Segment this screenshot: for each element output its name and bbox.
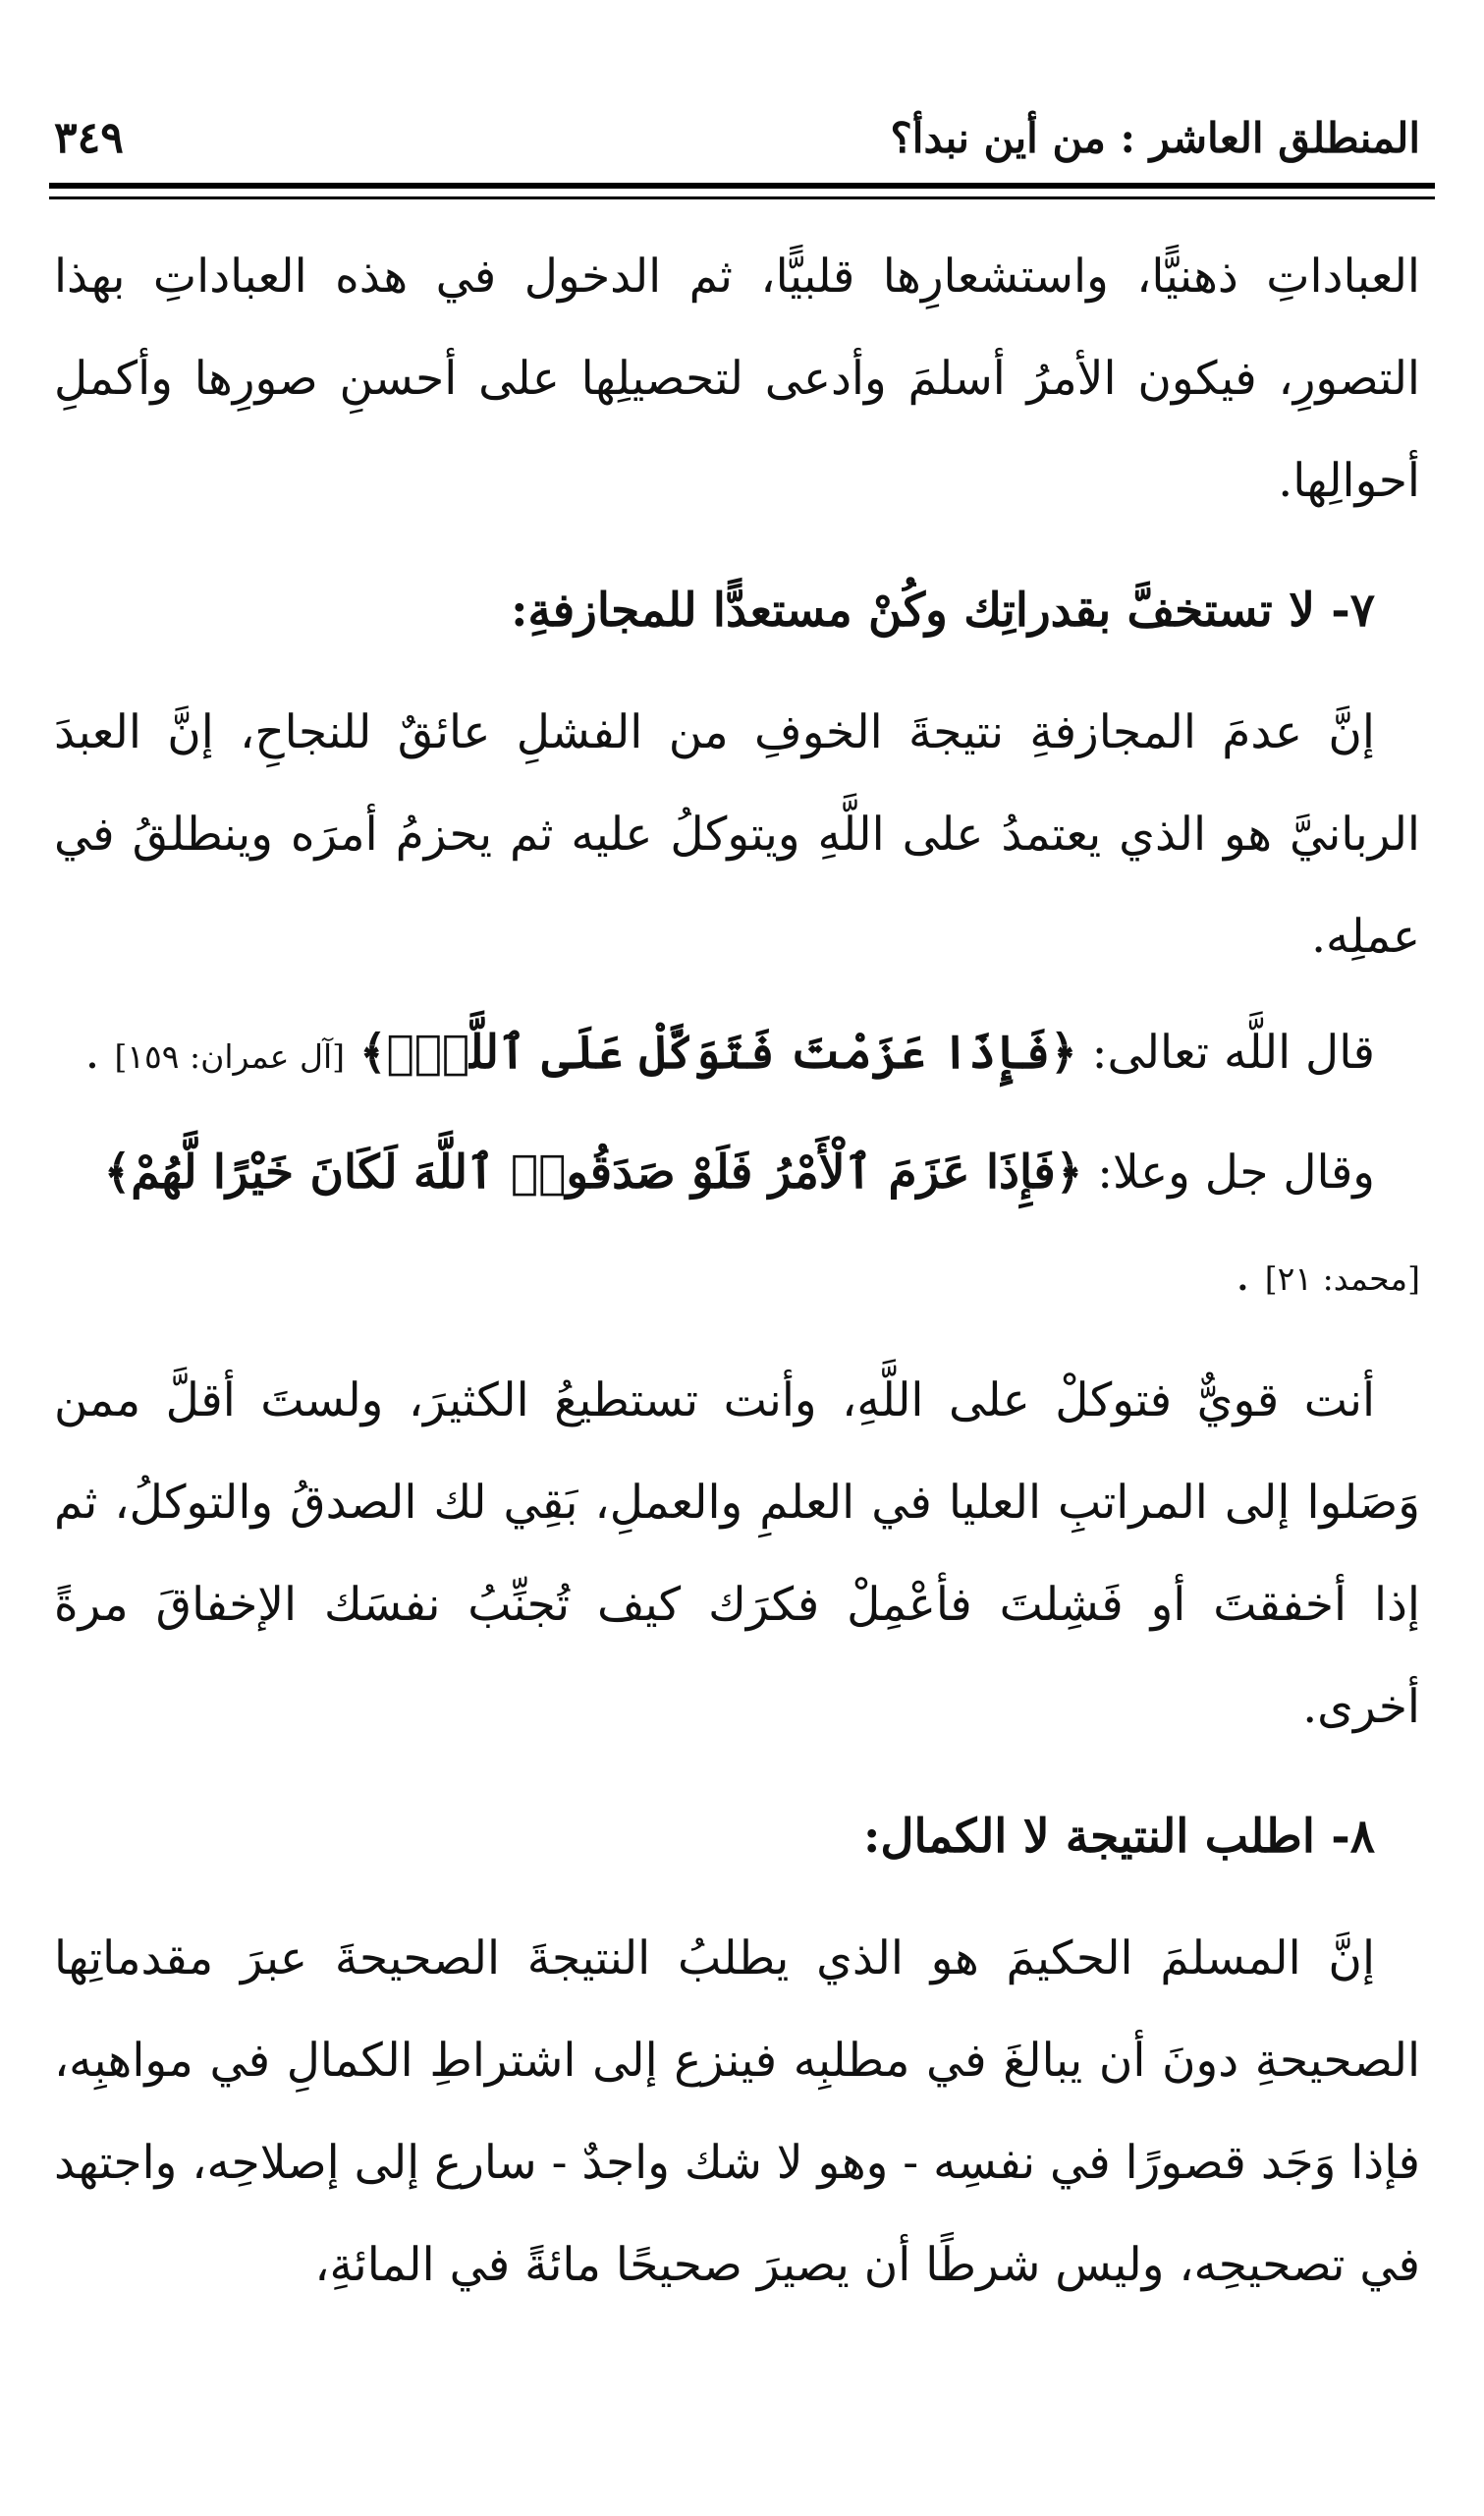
quran-ayah: ﴿فَإِذَا عَزَمَ ٱلْأَمْرُ فَلَوْ صَدَقُوا۟ ٱللَّهَ لَكَانَ خَيْرًا لَّهُمْ﴾ <box>103 1146 1083 1200</box>
quran-quote-1 <box>54 1002 1420 1108</box>
page-header <box>54 102 1420 173</box>
paragraph-2: إنَّ عدمَ المجازفةِ نتيجةَ الخوفِ من الفشلِ عائقٌ للنجاحِ، إنَّ العبدَ الربانيَّ هو الذي يعتمدُ على اللَّهِ ويتوكلُ عليه ثم يحزمُ أمرَه وينطلقُ في عملِه. <box>54 705 1420 964</box>
quote-end: . <box>1235 1248 1250 1302</box>
paragraph-4: إنَّ المسلمَ الحكيمَ هو الذي يطلبُ النتيجةَ الصحيحةَ عبرَ مقدماتِها الصحيحةِ دونَ أن يبالغَ في مطلبِه فينزع إلى اشتراطِ الكمالِ في مواهبِه، فإذا وَجَد قصورًا في نفسِه - وهو لا شك واجدٌ - سارع إلى إصلاحِه، واجتهد في تصحيحِه، وليس شرطًا أن يصيرَ صحيحًا مائةً في المائةِ، <box>54 1931 1420 2292</box>
page-number: ٣٤٩ <box>54 112 124 163</box>
quran-ayah: ﴿فَإِذَا عَزَمْتَ فَتَوَكَّلْ عَلَى ٱللَّهِۚ﴾ <box>358 1026 1077 1080</box>
ayah-reference: [آل عمران: ١٥٩] <box>114 1037 345 1076</box>
spacer <box>54 1330 1420 1350</box>
header-rule-thick <box>49 183 1435 189</box>
quote-end: . <box>84 1026 100 1080</box>
running-title: المنطلق العاشر : من أين نبدأ؟ <box>890 113 1420 162</box>
quote-intro: قال اللَّه تعالى: <box>1091 1026 1375 1080</box>
header-rule-thin <box>49 196 1435 199</box>
section-heading-8: ٨- اطلب النتيجة لا الكمال: <box>863 1810 1375 1864</box>
page-content <box>54 226 1420 2317</box>
quote-intro: وقال جل وعلا: <box>1097 1146 1375 1200</box>
ayah-reference: [محمد: ٢١] <box>1264 1259 1420 1298</box>
paragraph-3: أنت قويٌّ فتوكلْ على اللَّهِ، وأنت تستطيعُ الكثيرَ، ولستَ أقلَّ ممن وَصَلوا إلى المراتبِ العليا في العلمِ والعملِ، بَقِي لك الصدقُ والتوكلُ، ثم إذا أخفقتَ أو فَشِلتَ فأعْمِلْ فكرَك كيف تُجنِّبُ نفسَك الإخفاقَ مرةً أخرى. <box>54 1373 1420 1734</box>
paragraph-1: العباداتِ ذهنيًّا، واستشعارِها قلبيًّا، ثم الدخول في هذه العباداتِ بهذا التصورِ، فيكون الأمرُ أسلمَ وأدعى لتحصيلِها على أحسنِ صورِها وأكملِ أحوالِها. <box>54 250 1420 508</box>
section-heading-7: ٧- لا تستخفَّ بقدراتِك وكُنْ مستعدًّا للمجازفةِ: <box>511 584 1375 638</box>
quran-quote-2 <box>54 1122 1420 1330</box>
